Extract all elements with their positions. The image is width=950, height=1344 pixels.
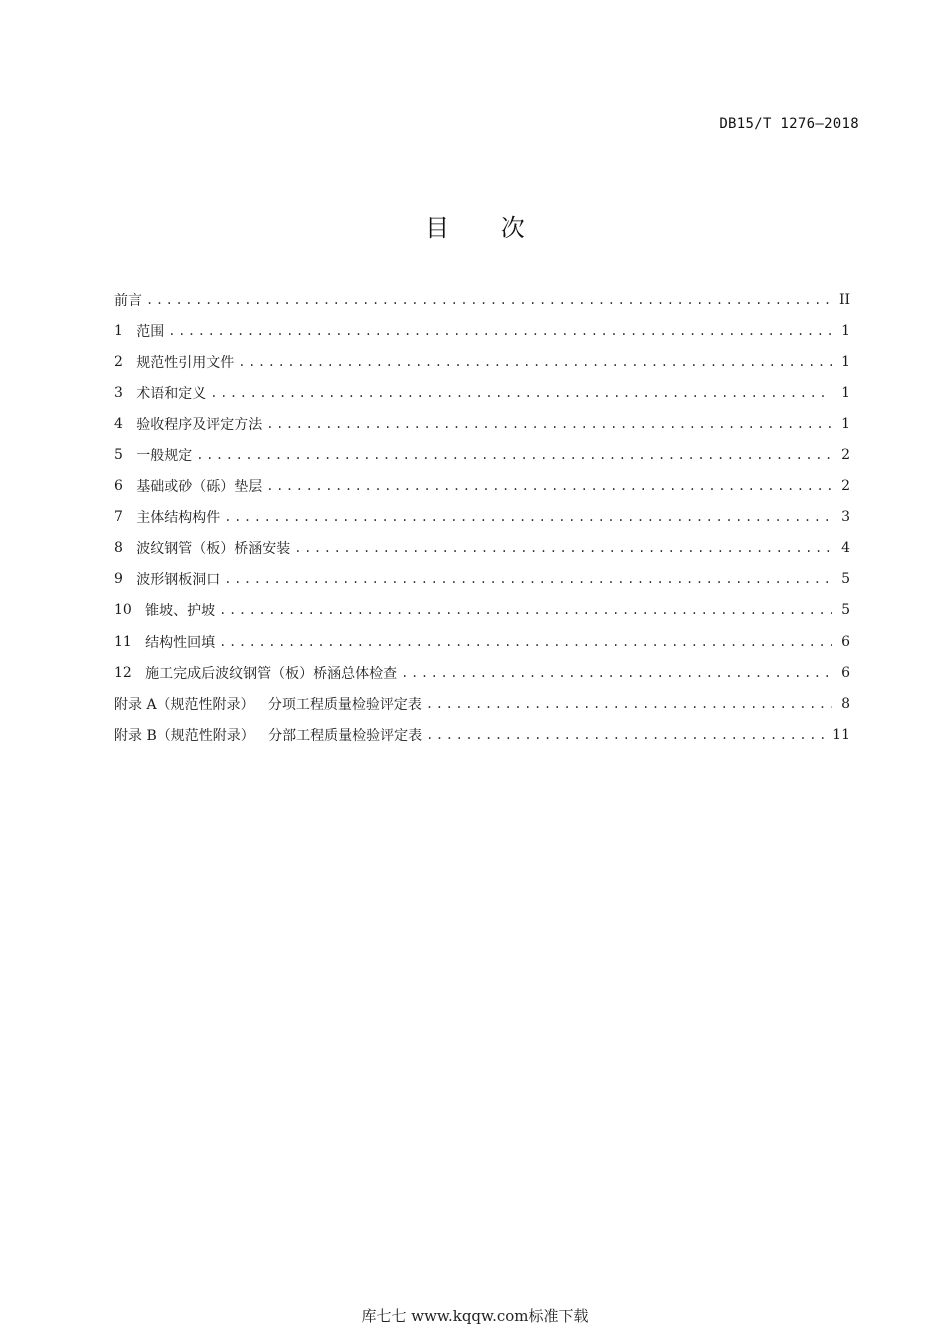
toc-leader bbox=[219, 603, 832, 617]
toc-item-foreword[interactable] bbox=[114, 284, 850, 315]
table-of-contents bbox=[114, 284, 850, 750]
toc-item-terms-definitions[interactable] bbox=[114, 377, 850, 408]
toc-page-number: 3 bbox=[841, 509, 850, 526]
toc-leader bbox=[219, 635, 832, 649]
toc-title: 结构性回填 bbox=[145, 634, 216, 651]
toc-title: 一般规定 bbox=[136, 448, 193, 465]
toc-leader bbox=[294, 541, 832, 555]
toc-item-general-provisions[interactable] bbox=[114, 439, 850, 470]
toc-title: 术语和定义 bbox=[136, 385, 207, 402]
toc-item-structural-backfill[interactable] bbox=[114, 626, 850, 657]
toc-number: 1 bbox=[114, 322, 137, 339]
toc-number: 9 bbox=[114, 571, 137, 588]
toc-title: 锥坡、护坡 bbox=[145, 603, 216, 620]
toc-number: 4 bbox=[114, 415, 137, 432]
toc-leader bbox=[146, 293, 832, 307]
toc-leader bbox=[224, 510, 832, 524]
toc-item-foundation-bedding[interactable] bbox=[114, 471, 850, 502]
toc-title: 附录 A（规范性附录） 分项工程质量检验评定表 bbox=[114, 696, 422, 713]
toc-leader bbox=[426, 728, 828, 742]
toc-number: 12 bbox=[114, 664, 146, 681]
toc-title: 施工完成后波纹钢管（板）桥涵总体检查 bbox=[145, 665, 398, 682]
toc-item-corrugated-pipe-installation[interactable] bbox=[114, 533, 850, 564]
toc-title: 规范性引用文件 bbox=[136, 354, 235, 371]
toc-leader bbox=[266, 417, 832, 431]
toc-title: 验收程序及评定方法 bbox=[136, 416, 263, 433]
toc-number: 6 bbox=[114, 478, 137, 495]
toc-leader bbox=[196, 448, 832, 462]
toc-leader bbox=[266, 479, 832, 493]
toc-item-main-structural-members[interactable] bbox=[114, 502, 850, 533]
toc-item-overall-inspection[interactable] bbox=[114, 657, 850, 688]
toc-item-acceptance-procedure[interactable] bbox=[114, 408, 850, 439]
toc-page-number: II bbox=[838, 291, 850, 308]
document-code: DB15/T 1276—2018 bbox=[719, 116, 859, 132]
toc-page-number: 6 bbox=[841, 664, 850, 681]
toc-number: 2 bbox=[114, 353, 137, 370]
toc-number: 8 bbox=[114, 540, 137, 557]
toc-item-appendix-a[interactable] bbox=[114, 688, 850, 719]
toc-title: 范围 bbox=[136, 323, 165, 340]
toc-page-number: 2 bbox=[841, 478, 850, 495]
toc-page-number: 2 bbox=[841, 447, 850, 464]
toc-number: 7 bbox=[114, 509, 137, 526]
toc-number: 11 bbox=[114, 633, 146, 650]
toc-item-scope[interactable] bbox=[114, 315, 850, 346]
toc-number: 5 bbox=[114, 447, 137, 464]
toc-leader bbox=[238, 355, 832, 369]
toc-title: 前言 bbox=[114, 292, 142, 309]
toc-leader bbox=[401, 666, 832, 680]
toc-title: 主体结构构件 bbox=[136, 510, 221, 527]
toc-page-number: 1 bbox=[841, 384, 850, 401]
toc-number: 3 bbox=[114, 384, 137, 401]
toc-item-appendix-b[interactable] bbox=[114, 719, 850, 750]
footer-watermark: 库七七 www.kqqw.com标准下载 bbox=[361, 1307, 589, 1325]
toc-number: 10 bbox=[114, 602, 146, 619]
toc-item-cone-slope-protection[interactable] bbox=[114, 595, 850, 626]
toc-page-number: 5 bbox=[841, 571, 850, 588]
toc-page-number: 8 bbox=[841, 695, 850, 712]
toc-item-normative-references[interactable] bbox=[114, 346, 850, 377]
toc-title: 附录 B（规范性附录） 分部工程质量检验评定表 bbox=[114, 727, 423, 744]
toc-page-number: 11 bbox=[832, 726, 850, 743]
toc-page-number: 4 bbox=[841, 540, 850, 557]
toc-title: 波形钢板洞口 bbox=[136, 572, 221, 589]
toc-leader bbox=[426, 697, 832, 711]
toc-leader bbox=[168, 324, 832, 338]
page-title: 目 次 bbox=[425, 214, 547, 242]
toc-page-number: 1 bbox=[841, 353, 850, 370]
toc-page-number: 6 bbox=[841, 633, 850, 650]
toc-leader bbox=[224, 572, 832, 586]
toc-title: 波纹钢管（板）桥涵安装 bbox=[136, 541, 291, 558]
toc-item-steel-plate-portal[interactable] bbox=[114, 564, 850, 595]
toc-title: 基础或砂（砾）垫层 bbox=[136, 479, 263, 496]
toc-page-number: 5 bbox=[841, 602, 850, 619]
toc-leader bbox=[210, 386, 832, 400]
toc-page-number: 1 bbox=[841, 415, 850, 432]
toc-page-number: 1 bbox=[841, 322, 850, 339]
